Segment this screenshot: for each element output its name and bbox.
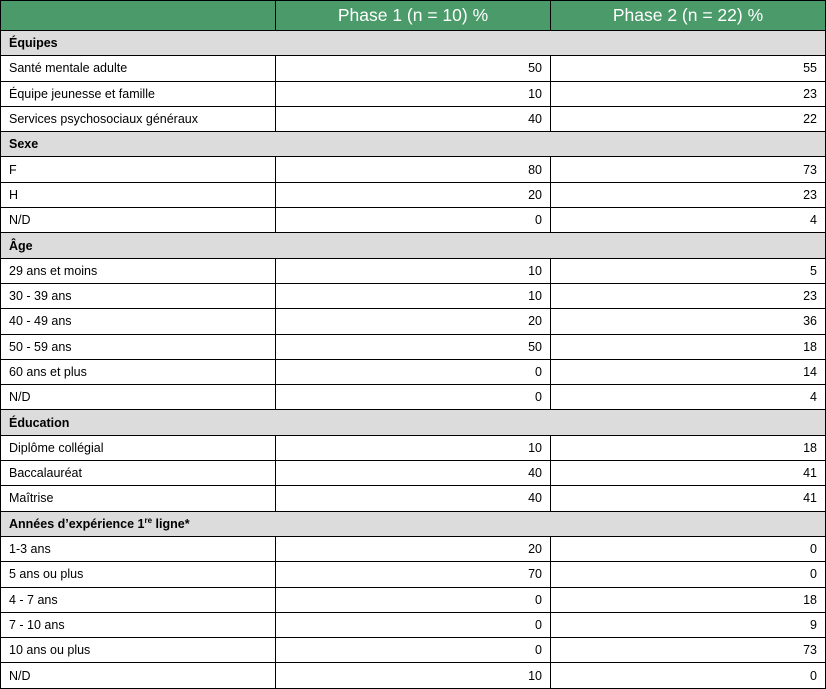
row-label: F	[1, 157, 276, 182]
section-title-suffix: ligne*	[152, 516, 190, 531]
phase1-value: 10	[276, 663, 551, 688]
phase1-value: 10	[276, 81, 551, 106]
section-header-row	[1, 132, 826, 157]
row-label: N/D	[1, 663, 276, 688]
row-label: 30 - 39 ans	[1, 283, 276, 308]
table-row	[1, 56, 826, 81]
section-title-text: Équipes	[9, 36, 58, 51]
header-phase1: Phase 1 (n = 10) %	[276, 1, 551, 31]
row-label: N/D	[1, 385, 276, 410]
phase2-value: 0	[551, 562, 826, 587]
phase2-value: 18	[551, 435, 826, 460]
table-row	[1, 182, 826, 207]
phase2-value: 23	[551, 81, 826, 106]
row-label: 50 - 59 ans	[1, 334, 276, 359]
phase1-value: 10	[276, 435, 551, 460]
section-title	[1, 132, 826, 157]
table-row	[1, 283, 826, 308]
phase2-value: 9	[551, 612, 826, 637]
phase2-value: 22	[551, 106, 826, 131]
row-label: 7 - 10 ans	[1, 612, 276, 637]
section-title-text: Âge	[9, 238, 33, 253]
row-label: Maîtrise	[1, 486, 276, 511]
phase1-value: 0	[276, 359, 551, 384]
phase1-value: 50	[276, 56, 551, 81]
header-phase2: Phase 2 (n = 22) %	[551, 1, 826, 31]
table-row	[1, 536, 826, 561]
phase1-value: 40	[276, 486, 551, 511]
row-label: N/D	[1, 208, 276, 233]
header-row	[1, 1, 826, 31]
phase1-value: 10	[276, 283, 551, 308]
row-label: Services psychosociaux généraux	[1, 106, 276, 131]
phase1-value: 40	[276, 461, 551, 486]
row-label: Baccalauréat	[1, 461, 276, 486]
table-row	[1, 663, 826, 688]
phase1-value: 40	[276, 106, 551, 131]
row-label: 5 ans ou plus	[1, 562, 276, 587]
row-label: 4 - 7 ans	[1, 587, 276, 612]
phase1-value: 0	[276, 208, 551, 233]
table-row	[1, 334, 826, 359]
table-row	[1, 461, 826, 486]
table-row	[1, 309, 826, 334]
table-row	[1, 486, 826, 511]
phase1-value: 80	[276, 157, 551, 182]
section-title-text: Éducation	[9, 415, 70, 430]
row-label: 40 - 49 ans	[1, 309, 276, 334]
table-row	[1, 562, 826, 587]
phase2-value: 41	[551, 486, 826, 511]
phase2-value: 4	[551, 208, 826, 233]
row-label: 60 ans et plus	[1, 359, 276, 384]
row-label: 29 ans et moins	[1, 258, 276, 283]
section-header-row	[1, 31, 826, 56]
phase2-value: 55	[551, 56, 826, 81]
phase1-value: 20	[276, 182, 551, 207]
phase1-value: 0	[276, 385, 551, 410]
row-label: 1-3 ans	[1, 536, 276, 561]
section-title-text: Sexe	[9, 137, 39, 152]
phase1-value: 0	[276, 587, 551, 612]
section-header-row	[1, 410, 826, 435]
section-header-row	[1, 233, 826, 258]
phase2-value: 0	[551, 663, 826, 688]
section-title-text: Années d’expérience 1	[9, 516, 145, 531]
phase1-value: 20	[276, 536, 551, 561]
phase2-value: 41	[551, 461, 826, 486]
phase1-value: 0	[276, 638, 551, 663]
phase2-value: 14	[551, 359, 826, 384]
phase2-value: 23	[551, 182, 826, 207]
phase2-value: 73	[551, 157, 826, 182]
section-title	[1, 233, 826, 258]
section-header-row	[1, 511, 826, 536]
row-label: Santé mentale adulte	[1, 56, 276, 81]
phase1-value: 50	[276, 334, 551, 359]
phase2-value: 0	[551, 536, 826, 561]
table-row	[1, 435, 826, 460]
table-row	[1, 359, 826, 384]
phase2-value: 73	[551, 638, 826, 663]
phase2-value: 36	[551, 309, 826, 334]
section-title-superscript: re	[144, 515, 153, 525]
section-title	[1, 511, 826, 536]
section-title	[1, 410, 826, 435]
phase1-value: 70	[276, 562, 551, 587]
phase1-value: 20	[276, 309, 551, 334]
table-row	[1, 612, 826, 637]
table-row	[1, 587, 826, 612]
phase2-value: 18	[551, 587, 826, 612]
phase1-value: 0	[276, 612, 551, 637]
phase2-value: 5	[551, 258, 826, 283]
table-row	[1, 208, 826, 233]
row-label: Diplôme collégial	[1, 435, 276, 460]
phase2-value: 4	[551, 385, 826, 410]
row-label: 10 ans ou plus	[1, 638, 276, 663]
table-row	[1, 106, 826, 131]
table-row	[1, 258, 826, 283]
table-body	[1, 31, 826, 689]
table-row	[1, 157, 826, 182]
table-row	[1, 385, 826, 410]
header-blank-cell	[1, 1, 276, 31]
table-row	[1, 638, 826, 663]
phase2-value: 23	[551, 283, 826, 308]
table-row	[1, 81, 826, 106]
section-title	[1, 31, 826, 56]
table-header	[1, 1, 826, 31]
row-label: Équipe jeunesse et famille	[1, 81, 276, 106]
row-label: H	[1, 182, 276, 207]
phase2-value: 18	[551, 334, 826, 359]
phase1-value: 10	[276, 258, 551, 283]
